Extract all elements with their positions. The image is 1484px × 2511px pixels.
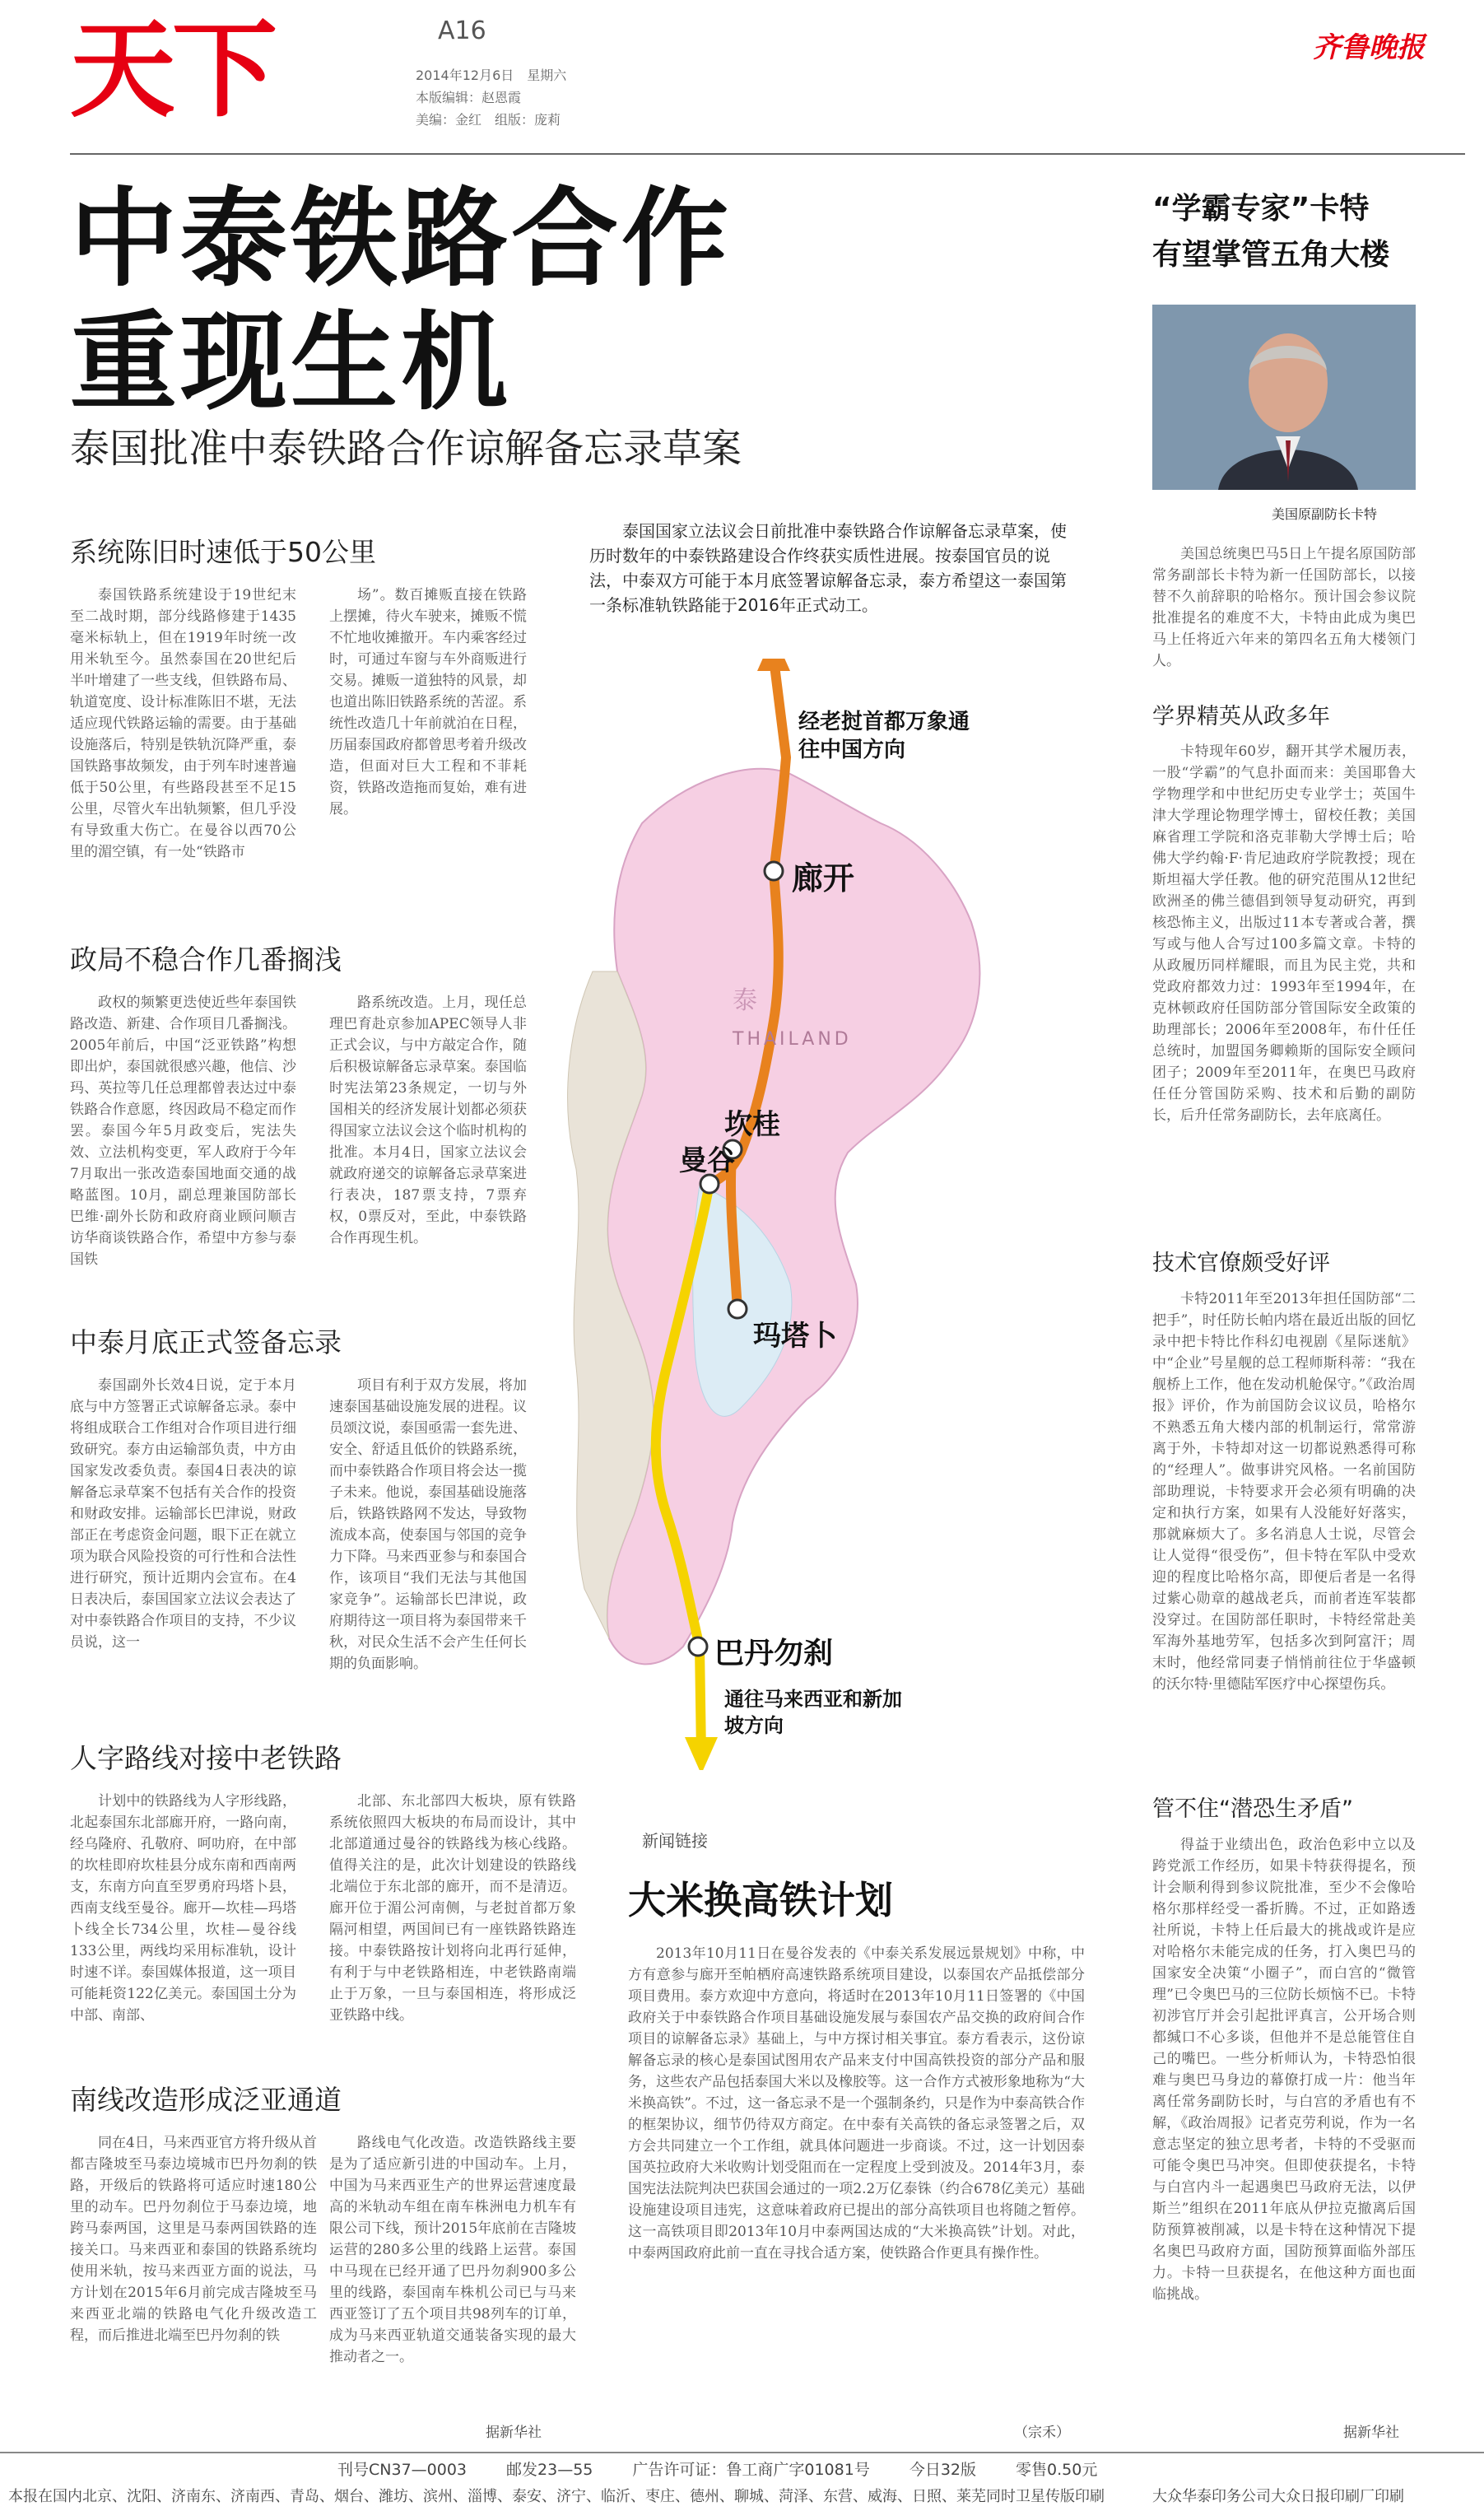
sidebar-headline-line-1: “学霸专家”卡特 — [1152, 192, 1370, 226]
section-body-col1: 同在4日，马来西亚官方将升级从首都吉隆坡至马泰边境城市巴丹勿刹的铁路，开级后的铁路将可适应时速180公里的动车。巴丹勿刹位于马泰边境，地跨马泰两国，这里是马泰两国铁路的连接关口。马来西亚和泰国的铁路系统均使用米轨，按马来西亚方面的说法，马方计划在2015年6月前完成吉隆坡至马来西亚北端的铁路电气化升级改造工程，而后推进北端至巴丹勿刹的铁 — [70, 2135, 317, 2344]
footer-postal-code: 邮发23—55 — [506, 2461, 593, 2479]
section-body-col1: 计划中的铁路线为人字形线路，北起泰国东北部廊开府，一路向南，经乌隆府、孔敬府、呵叻府，在中部的坎桂即府坎桂县分成东南和西南两支，东南方向直至罗勇府玛塔卜县，西南支线至曼谷。廊开—坎桂—玛塔卜线全长734公里，坎桂—曼谷线133公里，两线均采用标准轨，设计时速不详。泰国媒体报道，这一项目可能耗资122亿美元。泰国国土分为中部、南部、 — [70, 1793, 296, 2024]
sidebar-section-heading: 技术官僚颇受好评 — [1152, 1251, 1330, 1276]
station-marker — [765, 862, 783, 880]
footer-divider — [0, 2452, 1484, 2453]
section-masthead: 天下 — [70, 9, 275, 132]
issue-date: 2014年12月6日 星期六 — [416, 68, 567, 83]
country-label: THAILAND — [733, 1029, 852, 1050]
section-heading: 中泰月底正式签备忘录 — [70, 1326, 342, 1358]
south-route-label: 通往马来西亚和新加坡方向 — [724, 1688, 902, 1737]
portrait-illustration — [1152, 305, 1416, 490]
headline-line-1: 中泰铁路合作 — [70, 176, 733, 301]
news-link-label: 新闻链接 — [642, 1831, 708, 1851]
article-headline — [70, 177, 732, 424]
news-link-credit: （宗禾） — [1014, 2425, 1070, 2441]
news-link-title: 大米换高铁计划 — [628, 1878, 893, 1922]
photo-caption: 美国原副防长卡特 — [1272, 506, 1378, 522]
design-credit: 美编：金红 组版：庞莉 — [416, 112, 561, 128]
newspaper-logo: 齐鲁晚报 — [1313, 31, 1425, 64]
section-body-col1: 泰国副外长效4日说，定于本月底与中方签署正式谅解备忘录。泰中将组成联合工作组对合作项目进行细致研究。泰方由运输部负责，中方由国家发改委负责。泰国4日表决的谅解备忘录草案不包括有关合作的投资和财政安排。运输部长巴津说，财政部正在考虑资金问题，眼下正在就立项为联合风险投资的可行性和合法性进行研究，预计近期内会宣布。在4日表决后，泰国国家立法议会表达了对中泰铁路合作项目的支持，不少议员说，这一 — [70, 1377, 296, 1651]
city-label-kaengkhoi: 坎桂 — [724, 1108, 780, 1141]
section-credit: 据新华社 — [486, 2425, 542, 2441]
section-body-col1: 政权的频繁更迭使近些年泰国铁路改造、新建、合作项目几番搁浅。2005年前后，中国“泛亚铁路”构想即出炉，泰国就很感兴趣，他信、沙玛、英拉等几任总理都曾表达过中泰铁路合作意愿，终因政局不稳定而作罢。泰国今年5月政变后，宪法失效、立法机构变更，军人政府于今年7月取出一张改造泰国地面交通的战略蓝图。10月，副总理兼国防部长巴维·副外长防和政府商业顾问顺吉访华商谈铁路合作，希望中方参与泰国铁 — [70, 995, 296, 1268]
city-label-bangkok: 曼谷 — [679, 1144, 735, 1177]
editor-credit: 本版编辑：赵恩霞 — [416, 90, 522, 105]
sidebar-section-body: 卡特2011年至2013年担任国防部“二把手”，时任防长帕内塔在最近出版的回忆录中把卡特比作科幻电视剧《星际迷航》中“企业”号星舰的总工程师斯科蒂：“我在舰桥上工作，他在发动机舱保守。”《政治周报》评价，作为前国防会议议员，哈格尔不熟悉五角大楼内部的机制运行，常常游离于外，卡特却对这一切都说熟悉得可称的“经理人”。做事讲究风格。一名前国防部助理说，卡特要求开会必须有明确的决定和执行方案，如果有人没能好好落实，那就麻烦大了。多名消息人士说，尽管会让人觉得“很受伤”，但卡特在军队中受欢迎的程度比哈格尔高，即便后者是一名得过紫心勋章的越战老兵，而前者连军装都没穿过。在国防部任职时，卡特经常赴美军海外基地劳军，包括多次到阿富汗；周末时，他经常同妻子悄悄前往位于华盛顿的沃尔特·里德陆军医疗中心探望伤兵。 — [1152, 1291, 1416, 1693]
footer-issn: 刊号CN37—0003 — [337, 2461, 468, 2479]
sidebar-intro: 美国总统奥巴马5日上午提名原国防部常务副部长卡特为新一任国防部长，以接替不久前辞职的哈格尔。预计国会参议院批准提名的难度不大，卡特由此成为奥巴马上任将近六年来的第四名五角大楼领门人。 — [1152, 546, 1416, 669]
header-divider — [70, 153, 1465, 155]
sidebar-section-heading: 管不住“潜恐生矛盾” — [1152, 1796, 1353, 1822]
railway-map — [494, 659, 1021, 1770]
carter-photo — [1152, 305, 1416, 490]
section-heading: 系统陈旧时速低于50公里 — [70, 536, 376, 568]
section-body-col1: 泰国铁路系统建设于19世纪末至二战时期，部分线路修建于1435毫米标轨上，但在1919年时统一改用米轨至今。虽然泰国在20世纪后半叶增建了一些支线，但铁路布局、轨道宽度、设计标准陈旧不堪，无法适应现代铁路运输的需要。由于基础设施落后，特别是铁轨沉降严重，泰国铁路事故频发，由于列车时速普遍低于50公里，有些路段甚至不足15公里，尽管火车出轨频繁，但几乎没有导致重大伤亡。在曼谷以西70公里的湄空镇，有一处“铁路市 — [70, 587, 296, 860]
city-label-maptaphut: 玛塔卜 — [753, 1320, 837, 1353]
news-link-body: 2013年10月11日在曼谷发表的《中泰关系发展远景规划》中称，中方有意参与廊开至帕栖府高速铁路系统项目建设，以泰国农产品抵偿部分项目费用。泰方欢迎中方意向，将适时在2013年10月11日签署的《中国政府关于中泰铁路合作项目基础设施发展与泰国农产品交换的政府间合作项目的谅解备忘录》基础上，与中方探讨相关事宜。泰方看表示，这份谅解备忘录的核心是泰国试图用农产品来支付中国高铁投资的部分产品和服务，这些农产品包括泰国大米以及橡胶等。这一合作方式被形象地称为“大米换高铁”。不过，这一备忘录不是一个强制条约，只是作为中泰高铁合作的框架协议，细节仍待双方商定。在中泰有关高铁的备忘录签署之后，双方会共同建立一个工作组，就具体问题进一步商谈。不过，这一计划因泰国英拉政府大米收购计划受阻而在一定程度上受到波及。2014年3月，泰国宪法法院判决巴获国会通过的一项2.2万亿泰铢（约合678亿美元）基础设施建设项目违宪，这意味着政府已提出的部分高铁项目也将随之暂停。这一高铁项目即2013年10月中泰两国达成的“大米换高铁”计划。对此，中泰两国政府此前一直在寻找合适方案，使铁路合作更具有操作性。 — [628, 1945, 1085, 2262]
article-lead: 泰国国家立法议会日前批准中泰铁路合作谅解备忘录草案，使历时数年的中泰铁路建设合作终获实质性进展。按泰国官员的说法，中泰双方可能于本月底签署谅解备忘录，泰方希望这一泰国第一条标准轨铁路能于2016年正式动工。 — [589, 521, 1067, 615]
section-heading: 人字路线对接中老铁路 — [70, 1742, 342, 1774]
footer-printer: 大众华泰印务公司大众日报印刷厂印刷 — [1152, 2488, 1404, 2505]
section-heading: 南线改造形成泛亚通道 — [70, 2084, 342, 2116]
sidebar-section-heading: 学界精英从政多年 — [1152, 704, 1330, 729]
headline-line-2: 重现生机 — [70, 300, 512, 425]
map-graphic — [494, 659, 1021, 1770]
section-body-col2: 场”。数百摊贩直接在铁路上摆摊，待火车驶来，摊贩不慌不忙地收摊撤开。车内乘客经过时，可通过车窗与车外商贩进行交易。摊贩一道独特的风景，却也道出陈旧铁路系统的苦涩。系统性改造几十年前就泊在日程，历届泰国政府都曾思考着升级改造，但面对巨大工程和不菲耗资，铁路改造拖而复始，难有进展。 — [329, 587, 527, 818]
sidebar-section-body: 卡特现年60岁，翻开其学术履历表，一股“学霸”的气息扑面而来：美国耶鲁大学物理学和中世纪历史专业学士；英国牛津大学理论物理学博士，留校任教；美国麻省理工学院和洛克菲勒大学博士后；哈佛大学约翰·F·肯尼迪政府学院教授；现在斯坦福大学任教。他的研究范围从12世纪欧洲圣的佛兰德倡到领导复动研究，再到核恐怖主义，出版过11本专著或合著，撰写或与他人合写过100多篇文章。卡特的从政履历同样耀眼，而且为民主党，共和党政府都效力过：1993年至1994年，在克林顿政府任国防部分管国际安全政策的助理部长；2006年至2008年，布什任任总统时，加盟国务卿赖斯的国际安全顾问团子；2009年至2011年，在奥巴马政府任任分管国防采购、技术和后勤的副防长，后升任常务副防长，去年底离任。 — [1152, 743, 1416, 1124]
article-subheadline: 泰国批准中泰铁路合作谅解备忘录草案 — [70, 426, 742, 472]
footer-info-line — [337, 2457, 1161, 2480]
station-marker — [689, 1638, 707, 1656]
section-body-col2: 路线电气化改造。改造铁路线主要是为了适应新引进的中国动车。上月，中国为马来西亚生产的世界运营速度最高的米轨动车组在南车株洲电力机车有限公司下线，预计2015年底前在吉隆坡运营的280多公里的线路上运营。泰国中马现在已经开通了巴丹勿刹900多公里的线路，泰国南车株机公司已与马来西亚签订了五个项目共98列车的订单，成为马来西亚轨道交通装备实现的最大推动者之一。 — [329, 2135, 576, 2365]
north-route-label: 经老挝首都万象通往中国方向 — [798, 710, 970, 762]
city-label-padangbesar: 巴丹勿刹 — [714, 1637, 834, 1670]
sidebar-section-body: 得益于业绩出色，政治色彩中立以及跨党派工作经历，如果卡特获得提名，预计会顺利得到参议院批准，至少不会像哈格尔那样经受一番折腾。不过，正如路透社所说，卡特上任后最大的挑战或许是应对哈格尔未能完成的任务，打入奥巴马的国家安全决策“小圈子”，而白宫的“微管理”已令奥巴马的三位防长烦恼不已。卡特初涉官厅并会引起批评真言，公开场合则都缄口不心多谈，但他并不是总能管住自己的嘴巴。一些分析师认为，卡特恐怕很难与奥巴马身边的幕僚打成一片：他当年离任常务副防长时，与白宫的矛盾也有不解，《政治周报》记者克劳利说，作为一名意志坚定的独立思考者，卡特的不受驱而可能令奥巴马冲突。但即使获提名，卡特与白宫内斗一起遇奥巴马政府无法，以伊斯兰”组织在2011年底从伊拉克撤离后国防预算被削减，以是卡特在这种情况下提名奥巴马政府方面，国防预算面临外部压力。卡特一旦获提名，在他这种方面也面临挑战。 — [1152, 1837, 1416, 2303]
section-heading: 政局不稳合作几番搁浅 — [70, 943, 342, 976]
city-label-nongkhai: 廊开 — [792, 860, 855, 897]
section-body-col2: 项目有利于双方发展，将加速泰国基础设施发展的进程。议员颂汶说，泰国亟需一套先进、安全、舒适且低价的铁路系统，而中泰铁路合作项目将会达一揽子未来。他说，泰国基础设施落后，铁路铁路网不发达，导致物流成本高，使泰国与邻国的竞争力下降。马来西亚参与和泰国合作，该项目“我们无法与其他国家竞争”。运输部长巴津说，政府期待这一项目将为泰国带来千秋，对民众生活不会产生任何长期的负面影响。 — [329, 1377, 527, 1672]
sidebar-headline — [1152, 186, 1465, 278]
issue-meta — [416, 64, 566, 131]
north-arrow-head — [757, 659, 790, 671]
footer-print-sites: 本报在国内北京、沈阳、济南东、济南西、青岛、烟台、潍坊、滨州、淄博、泰安、济宁、临沂、枣庄、德州、聊城、菏泽、东营、威海、日照、莱芜同时卫星传版印刷 — [8, 2488, 1105, 2505]
country-label-cn: 泰 — [733, 986, 757, 1015]
footer-ad-license: 广告许可证：鲁工商广字01081号 — [632, 2461, 870, 2479]
section-body-col2: 北部、东北部四大板块，原有铁路系统依照四大板块的布局而设计，其中北部道通过曼谷的铁路线为核心线路。值得关注的是，此次计划建设的铁路线北端位于东北部的廊开，而不是清迈。廊开位于湄公河南侧，与老挝首都万象隔河相望，两国间已有一座铁路铁路连接。中泰铁路按计划将向北再行延伸，有利于与中老铁路相连，中老铁路南端止于万象，一旦与泰国相连，将形成泛亚铁路中线。 — [329, 1793, 576, 2024]
thailand-outline — [607, 769, 979, 1665]
sidebar-headline-line-2: 有望掌管五角大楼 — [1152, 238, 1390, 272]
sidebar-credit: 据新华社 — [1343, 2425, 1399, 2441]
footer-page-count: 今日32版 — [909, 2461, 977, 2479]
page-number: A16 — [438, 16, 486, 45]
station-marker — [728, 1300, 747, 1318]
south-arrow-head — [685, 1737, 718, 1770]
footer-price: 零售0.50元 — [1016, 2461, 1098, 2479]
section-body-col2: 路系统改造。上月，现任总理巴育赴京参加APEC领导人非正式会议，与中方敲定合作，随后积极谅解备忘录草案。泰国临时宪法第23条规定，一切与外国相关的经济发展计划都必须获得国家立法议会这个临时机构的批准。本月4日，国家立法议会就政府递交的谅解备忘录草案进行表决，187票支持，7票弃权，0票反对，至此，中泰铁路合作再现生机。 — [329, 995, 527, 1246]
